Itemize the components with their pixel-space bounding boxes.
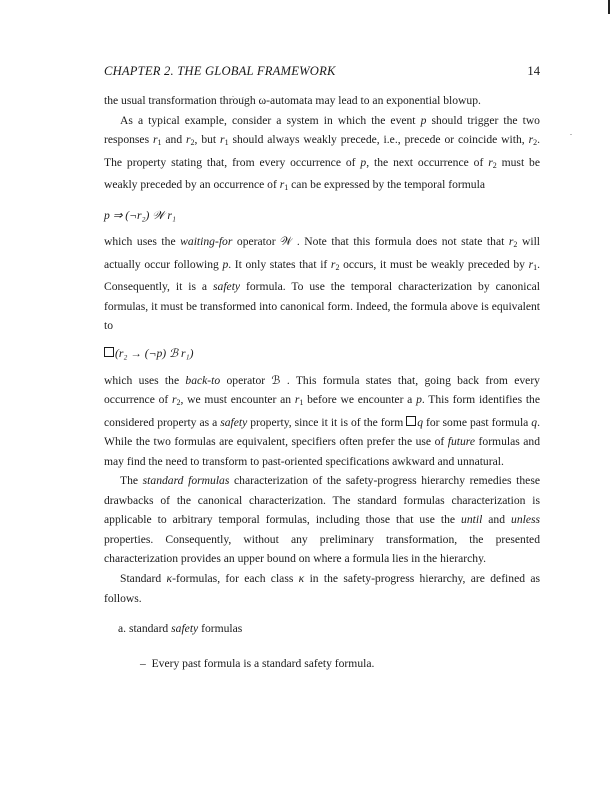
- math-var: r: [528, 133, 534, 147]
- text: . Consequently, it is a: [104, 257, 540, 294]
- paragraph-kappa-formulas: [104, 569, 540, 608]
- text: operator ℬ . This formula states that, going back from every occurrence of: [104, 373, 540, 407]
- text: formulas: [198, 622, 243, 636]
- math-var: κ: [298, 572, 305, 586]
- subscript: 2: [335, 262, 340, 272]
- text: characterization of the safety-progress hierarchy remedies these drawbacks of the canonical characterization. The standard formulas characterization is applicable to arbitrary temporal formulas, including those that use the: [104, 474, 540, 527]
- subscript: 1: [284, 183, 289, 193]
- subscript: 1: [157, 138, 162, 148]
- math-var: p: [416, 393, 422, 407]
- subscript: 2: [492, 160, 497, 170]
- math-var: r: [294, 393, 300, 407]
- text: . This form identifies the considered property as a: [104, 393, 540, 429]
- math-var: r: [330, 257, 336, 271]
- text: should trigger the two responses: [104, 113, 540, 147]
- math-var: r: [186, 133, 191, 147]
- text: Every past formula is a standard safety formula.: [151, 656, 375, 670]
- list-marker: a.: [118, 622, 127, 636]
- subscript: 2: [176, 398, 181, 408]
- chapter-title: CHAPTER 2. THE GLOBAL FRAMEWORK: [104, 64, 336, 78]
- text: should always weakly precede, i.e., precede or coincide with,: [228, 133, 529, 147]
- scan-edge-mark: [608, 0, 610, 14]
- math-var: r: [488, 155, 493, 169]
- list-subitem: [140, 654, 540, 674]
- text: properties. Consequently, without any preliminary transformation, the presented characterization provides an upper bound on where a formula lies in the hierarchy.: [104, 532, 540, 566]
- math-var: r: [508, 235, 514, 249]
- math-var: p: [222, 257, 229, 271]
- scan-speck: [570, 134, 572, 135]
- text: , the next occurrence of: [366, 155, 489, 169]
- text: will actually occur following: [104, 235, 541, 271]
- text: occurs, it must be weakly preceded by: [339, 257, 529, 271]
- math-var: r: [152, 133, 158, 147]
- always-box-icon: [104, 347, 114, 357]
- emphasis: back-to: [185, 373, 221, 387]
- text: can be expressed by the temporal formula: [288, 178, 485, 192]
- text: in the safety-progress hierarchy, are defined as follows.: [104, 572, 540, 605]
- text: -formulas, for each class: [172, 572, 299, 586]
- math-var: p: [420, 113, 427, 127]
- dash-marker: –: [140, 656, 146, 670]
- text: Standard: [120, 572, 167, 586]
- text: and: [161, 133, 187, 147]
- page-number: 14: [527, 64, 540, 78]
- emphasis: standard formulas: [142, 474, 230, 488]
- math-var: r: [220, 133, 225, 147]
- paragraph-waiting-for: [104, 232, 540, 336]
- formula-waiting-for: p ⇒ (¬r₂) 𝒲 r₁: [104, 208, 176, 222]
- text: must be weakly preceded by an occurrence of: [104, 155, 540, 192]
- running-header: [104, 64, 540, 80]
- emphasis: safety: [220, 415, 248, 429]
- text: formula. To use the temporal characterization by canonical formulas, it must be transformed into canonical form. Indeed, the formula above is equivalent to: [104, 280, 540, 333]
- subscript: 1: [224, 138, 229, 148]
- text: formulas and may find the need to transform to past-oriented specifications awkward and unnatural.: [104, 435, 541, 468]
- emphasis: safety: [213, 280, 241, 294]
- math-var: p: [360, 155, 367, 169]
- formula-text: (r₂ → (¬p) ℬ r₁): [115, 347, 194, 361]
- math-var: q: [531, 415, 538, 429]
- subscript: 2: [533, 138, 538, 148]
- subscript: 1: [533, 262, 538, 272]
- text: standard: [128, 622, 172, 636]
- math-var: κ: [166, 572, 173, 586]
- text: before we encounter a: [303, 393, 417, 407]
- emphasis: until: [461, 513, 483, 527]
- text: which uses the: [104, 235, 181, 249]
- paragraph-standard-formulas: [104, 471, 540, 569]
- paragraph-example: [104, 111, 540, 198]
- text: The: [120, 474, 143, 488]
- text: property, since it it is of the form: [247, 415, 407, 429]
- math-var: r: [172, 393, 177, 407]
- text: . The property stating that, from every occurrence of: [104, 133, 540, 169]
- subscript: 2: [190, 138, 195, 148]
- text: , we must encounter an: [180, 393, 295, 407]
- always-box-icon: [406, 416, 416, 426]
- emphasis: safety: [171, 622, 199, 636]
- body-text: [104, 91, 540, 673]
- text: operator 𝒲 . Note that this formula does not state that: [232, 235, 509, 249]
- paragraph-continuation: the usual transformation through ω-automata may lead to an exponential blowup.: [104, 94, 481, 107]
- math-var: r: [279, 178, 285, 192]
- text: As a typical example, consider a system in which the event: [120, 113, 421, 127]
- paragraph-back-to: [104, 371, 540, 472]
- text: . It only states that if: [228, 257, 331, 271]
- emphasis: future: [447, 435, 476, 449]
- text: and: [482, 513, 512, 527]
- text: for some past formula: [423, 415, 532, 429]
- text: , but: [194, 133, 221, 147]
- math-var: q: [417, 415, 424, 429]
- emphasis: waiting-for: [180, 235, 233, 249]
- emphasis: unless: [511, 513, 540, 527]
- text: which uses the: [104, 373, 186, 387]
- list-item-a: [118, 619, 540, 639]
- subscript: 2: [513, 240, 518, 250]
- formula-back-to: [104, 344, 540, 364]
- math-var: r: [528, 257, 534, 271]
- text: . While the two formulas are equivalent, specifiers often prefer the use of: [104, 415, 540, 449]
- subscript: 1: [299, 398, 304, 408]
